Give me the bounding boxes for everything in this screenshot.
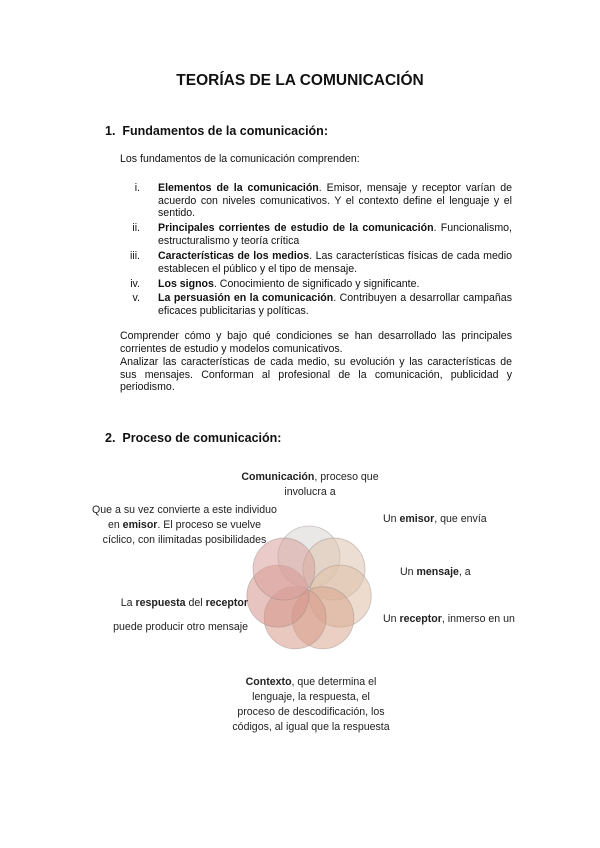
page-title: TEORÍAS DE LA COMUNICACIÓN: [176, 72, 424, 89]
list-item-term: Los signos: [158, 278, 214, 290]
diagram-label-contexto: Contexto, que determina el lenguaje, la respuesta, el proceso de descodificación, los códigos, al igual que la respuesta: [232, 676, 390, 733]
list-numeral: v.: [132, 292, 140, 304]
diagram-label-mensaje: Un mensaje, a: [400, 566, 471, 578]
diagram-label-receptor: Un receptor, inmerso en un: [383, 613, 515, 625]
list-item-text: . Funcionalismo, estructuralismo y teoría crítica: [158, 222, 512, 247]
section-2-heading: 2. Proceso de comunicación:: [105, 431, 282, 445]
list-item-text: . Conocimiento de significado y significante.: [213, 278, 420, 290]
list-item-term: Características de los medios: [158, 250, 310, 262]
list-item-term: Principales corrientes de estudio de la comunicación: [158, 222, 434, 234]
diagram-label-comunicacion: Comunicación, proceso que involucra a: [241, 471, 379, 498]
list-item-text: . Las características físicas de cada medio establecen el público y el tipo de mensaje.: [158, 250, 512, 275]
list-item-term: La persuasión en la comunicación: [158, 292, 334, 304]
section-1-intro: Los fundamentos de la comunicación comprenden:: [120, 153, 360, 165]
diagram-label-respuesta: La respuesta del receptor: [120, 597, 248, 609]
diagram-label-ciclo: Que a su vez convierte a este individuo en emisor. El proceso se vuelve cíclico, con ilimitadas posibilidades: [92, 504, 277, 546]
list-numeral: i.: [134, 182, 140, 194]
list-numeral: ii.: [132, 222, 140, 234]
paragraph: Analizar las características de cada medio, su evolución y las características de sus mensajes. Conforman al profesional de la comunicación, publicidad y periodismo.: [120, 356, 512, 394]
list-item-text: . Emisor, mensaje y receptor varían de acuerdo con niveles comunicativos. Y el contexto define el lenguaje y el sentido.: [158, 182, 512, 220]
list-numeral: iii.: [129, 250, 140, 262]
list-numeral: iv.: [130, 278, 140, 290]
list-item-text: . Contribuyen a desarrollar campañas eficaces publicitarias y políticas.: [158, 292, 512, 317]
diagram-label-emisor: Un emisor, que envía: [383, 513, 487, 525]
paragraph: Comprender cómo y bajo qué condiciones se han desarrollado las principales corrientes de estudio y modelos comunicativos.: [120, 330, 512, 355]
diagram-label-respuesta-line2: puede producir otro mensaje: [113, 621, 248, 633]
list-item-term: Elementos de la comunicación: [158, 182, 319, 194]
section-1-heading: 1. Fundamentos de la comunicación:: [105, 124, 328, 138]
